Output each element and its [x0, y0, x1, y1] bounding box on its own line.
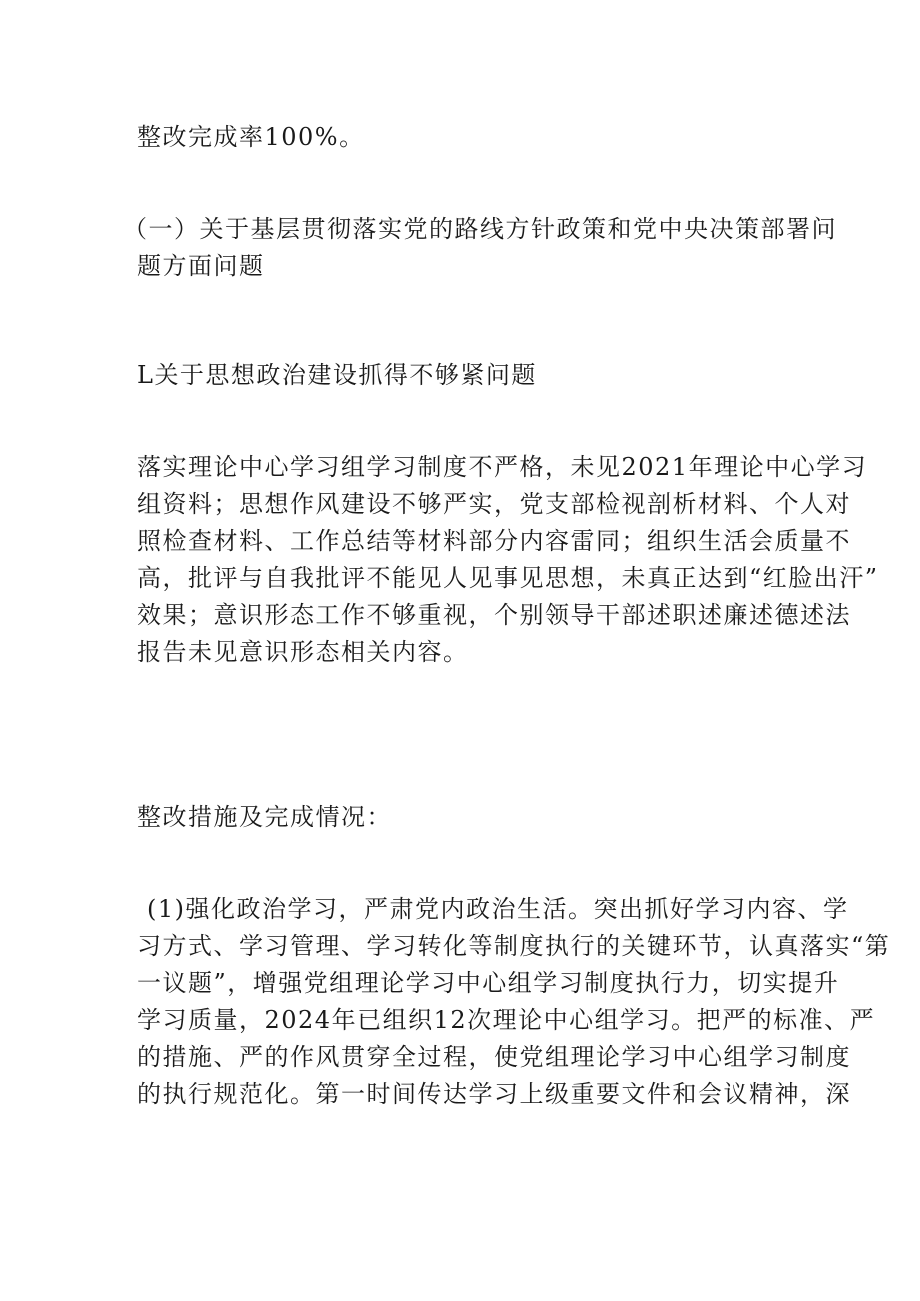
paragraph-completion-rate: [137, 119, 797, 156]
problem-description: [137, 449, 879, 671]
text-line: 的措施、严的作风贯穿全过程，使党组理论学习中心组学习制度: [137, 1043, 851, 1071]
text-line: 整改措施及完成情况：: [137, 803, 392, 831]
text-line: 组资料；思想作风建设不够严实，党支部检视剖析材料、个人对: [137, 490, 851, 518]
text-line: 报告未见意识形态相关内容。: [137, 638, 469, 666]
text-line: 的执行规范化。第一时间传达学习上级重要文件和会议精神，深: [137, 1080, 851, 1108]
measure-item-1: [137, 891, 891, 1113]
measures-heading: [137, 799, 797, 836]
text-line: （一）关于基层贯彻落实党的路线方针政策和党中央决策部署问: [123, 215, 837, 243]
text-line: 效果；意识形态工作不够重视，个别领导干部述职述廉述德述法: [137, 601, 851, 629]
text-line: 整改完成率100%。: [137, 123, 365, 151]
text-line: 高，批评与自我批评不能见人见事见思想，未真正达到“红脸出汗”: [137, 564, 879, 592]
text-line: 学习质量，2024年已组织12次理论中心组学习。把严的标准、严: [137, 1006, 876, 1034]
text-line: 照检查材料、工作总结等材料部分内容雷同；组织生活会质量不: [137, 527, 851, 555]
text-line: 题方面问题: [137, 252, 265, 280]
text-line: (1)强化政治学习，严肃党内政治生活。突出抓好学习内容、学: [147, 895, 849, 923]
text-line: 落实理论中心学习组学习制度不严格，未见2021年理论中心学习: [137, 453, 868, 481]
text-line: 一议题”，增强党组理论学习中心组学习制度执行力，切实提升: [137, 969, 840, 997]
section-heading-1: [123, 211, 837, 285]
text-line: L关于思想政治建设抓得不够紧问题: [137, 361, 537, 389]
subsection-heading-1: [137, 357, 797, 394]
text-line: 习方式、学习管理、学习转化等制度执行的关键环节，认真落实“第: [137, 932, 891, 960]
